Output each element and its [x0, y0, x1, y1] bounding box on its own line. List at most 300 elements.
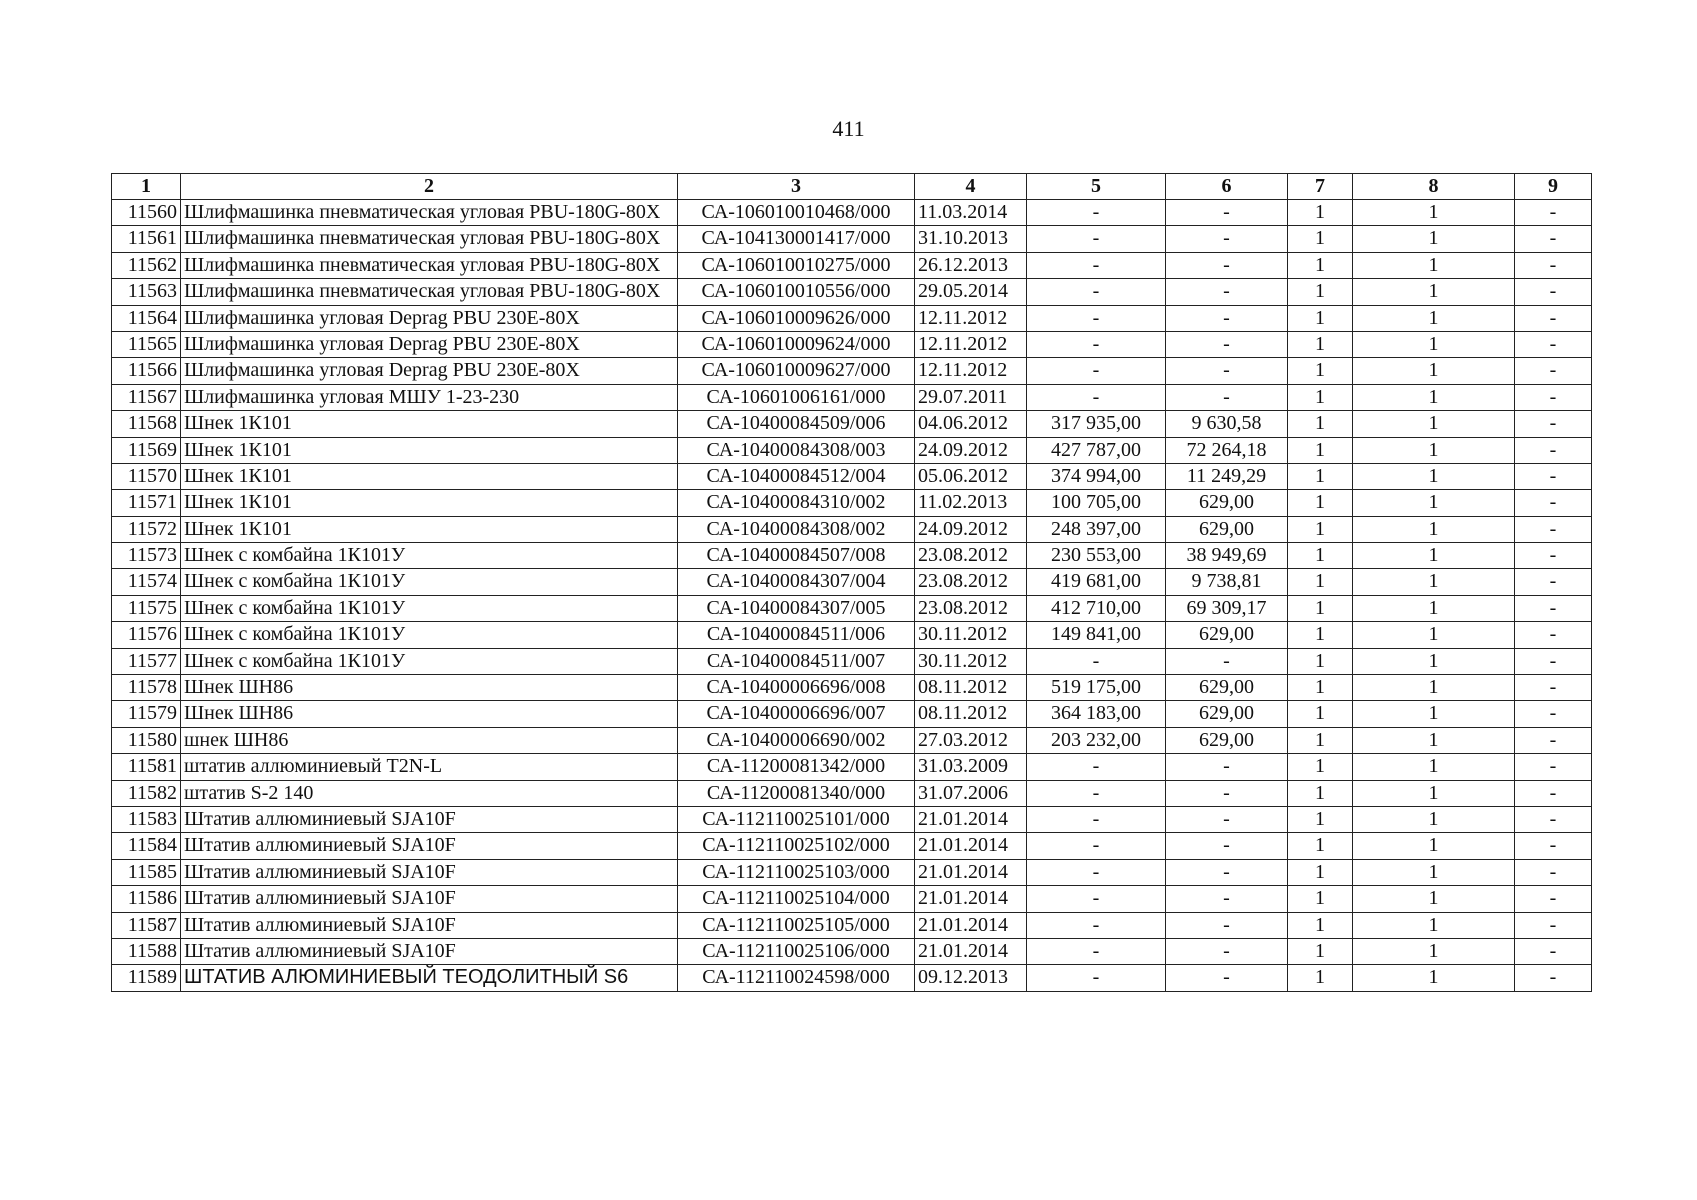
- date-cell: 30.11.2012: [915, 622, 1027, 648]
- value-col5-cell: -: [1027, 358, 1166, 384]
- value-col5-cell: -: [1027, 780, 1166, 806]
- row-number-cell: 11575: [112, 595, 181, 621]
- value-col8-cell: 1: [1353, 833, 1515, 859]
- value-col6-cell: -: [1166, 279, 1288, 305]
- value-col8-cell: 1: [1353, 965, 1515, 991]
- row-number-cell: 11573: [112, 543, 181, 569]
- table-row: [112, 595, 1592, 621]
- row-number-cell: 11567: [112, 384, 181, 410]
- item-name-cell: Шнек с комбайна 1К101У: [181, 543, 678, 569]
- value-col7-cell: 1: [1288, 384, 1353, 410]
- value-col5-cell: -: [1027, 965, 1166, 991]
- table-row: [112, 463, 1592, 489]
- table-row: [112, 569, 1592, 595]
- inventory-code-cell: СА-112110025106/000: [678, 938, 915, 964]
- asset-register-table: [111, 173, 1592, 992]
- value-col9-cell: -: [1515, 279, 1592, 305]
- table-body: [112, 200, 1592, 992]
- value-col7-cell: 1: [1288, 701, 1353, 727]
- value-col6-cell: 629,00: [1166, 516, 1288, 542]
- item-name-cell: Штатив аллюминиевый SJA10F: [181, 886, 678, 912]
- item-name-cell: Штатив аллюминиевый SJA10F: [181, 912, 678, 938]
- column-header: 7: [1288, 174, 1353, 200]
- value-col7-cell: 1: [1288, 463, 1353, 489]
- table-row: [112, 331, 1592, 357]
- value-col9-cell: -: [1515, 938, 1592, 964]
- row-number-cell: 11570: [112, 463, 181, 489]
- table-row: [112, 252, 1592, 278]
- inventory-code-cell: СА-106010010468/000: [678, 200, 915, 226]
- value-col6-cell: -: [1166, 200, 1288, 226]
- table-row: [112, 938, 1592, 964]
- value-col8-cell: 1: [1353, 411, 1515, 437]
- inventory-code-cell: СА-112110025103/000: [678, 859, 915, 885]
- value-col7-cell: 1: [1288, 331, 1353, 357]
- value-col8-cell: 1: [1353, 938, 1515, 964]
- value-col5-cell: 519 175,00: [1027, 675, 1166, 701]
- table-row: [112, 754, 1592, 780]
- date-cell: 05.06.2012: [915, 463, 1027, 489]
- table-row: [112, 859, 1592, 885]
- date-cell: 21.01.2014: [915, 833, 1027, 859]
- value-col9-cell: -: [1515, 806, 1592, 832]
- value-col9-cell: -: [1515, 675, 1592, 701]
- row-number-cell: 11578: [112, 675, 181, 701]
- table-row: [112, 358, 1592, 384]
- item-name-cell: Шлифмашинка угловая Deprag PBU 230E-80X: [181, 331, 678, 357]
- inventory-code-cell: СА-11200081340/000: [678, 780, 915, 806]
- value-col7-cell: 1: [1288, 754, 1353, 780]
- value-col8-cell: 1: [1353, 384, 1515, 410]
- table-row: [112, 622, 1592, 648]
- item-name-cell: Шлифмашинка пневматическая угловая PBU-180G-80X: [181, 279, 678, 305]
- row-number-cell: 11585: [112, 859, 181, 885]
- value-col8-cell: 1: [1353, 622, 1515, 648]
- value-col7-cell: 1: [1288, 490, 1353, 516]
- date-cell: 12.11.2012: [915, 305, 1027, 331]
- inventory-code-cell: СА-106010010275/000: [678, 252, 915, 278]
- value-col8-cell: 1: [1353, 727, 1515, 753]
- column-header: 3: [678, 174, 915, 200]
- item-name-cell: Шнек с комбайна 1К101У: [181, 648, 678, 674]
- value-col5-cell: -: [1027, 833, 1166, 859]
- value-col7-cell: 1: [1288, 411, 1353, 437]
- value-col9-cell: -: [1515, 463, 1592, 489]
- value-col8-cell: 1: [1353, 648, 1515, 674]
- column-header: 1: [112, 174, 181, 200]
- row-number-cell: 11586: [112, 886, 181, 912]
- value-col5-cell: -: [1027, 859, 1166, 885]
- table-row: [112, 965, 1592, 991]
- inventory-code-cell: СА-106010010556/000: [678, 279, 915, 305]
- value-col5-cell: -: [1027, 384, 1166, 410]
- value-col7-cell: 1: [1288, 780, 1353, 806]
- value-col5-cell: 203 232,00: [1027, 727, 1166, 753]
- value-col9-cell: -: [1515, 490, 1592, 516]
- value-col6-cell: -: [1166, 780, 1288, 806]
- value-col9-cell: -: [1515, 833, 1592, 859]
- inventory-code-cell: СА-112110024598/000: [678, 965, 915, 991]
- value-col5-cell: -: [1027, 648, 1166, 674]
- value-col6-cell: 629,00: [1166, 675, 1288, 701]
- row-number-cell: 11577: [112, 648, 181, 674]
- table-row: [112, 411, 1592, 437]
- value-col6-cell: -: [1166, 806, 1288, 832]
- date-cell: 24.09.2012: [915, 437, 1027, 463]
- date-cell: 29.05.2014: [915, 279, 1027, 305]
- item-name-cell: Шлифмашинка угловая Deprag PBU 230E-80X: [181, 358, 678, 384]
- value-col5-cell: 374 994,00: [1027, 463, 1166, 489]
- inventory-code-cell: СА-10400084509/006: [678, 411, 915, 437]
- value-col5-cell: -: [1027, 938, 1166, 964]
- item-name-cell: Шнек 1К101: [181, 516, 678, 542]
- value-col9-cell: -: [1515, 516, 1592, 542]
- value-col7-cell: 1: [1288, 965, 1353, 991]
- value-col8-cell: 1: [1353, 595, 1515, 621]
- row-number-cell: 11576: [112, 622, 181, 648]
- value-col7-cell: 1: [1288, 437, 1353, 463]
- row-number-cell: 11569: [112, 437, 181, 463]
- value-col6-cell: -: [1166, 331, 1288, 357]
- table-row: [112, 780, 1592, 806]
- value-col6-cell: -: [1166, 358, 1288, 384]
- column-header: 9: [1515, 174, 1592, 200]
- inventory-code-cell: СА-11200081342/000: [678, 754, 915, 780]
- value-col8-cell: 1: [1353, 437, 1515, 463]
- value-col6-cell: 69 309,17: [1166, 595, 1288, 621]
- value-col8-cell: 1: [1353, 200, 1515, 226]
- table-row: [112, 727, 1592, 753]
- item-name-cell: Шнек 1К101: [181, 411, 678, 437]
- date-cell: 21.01.2014: [915, 806, 1027, 832]
- item-name-cell: Шлифмашинка угловая МШУ 1-23-230: [181, 384, 678, 410]
- value-col9-cell: -: [1515, 384, 1592, 410]
- value-col5-cell: -: [1027, 279, 1166, 305]
- value-col7-cell: 1: [1288, 595, 1353, 621]
- value-col6-cell: 72 264,18: [1166, 437, 1288, 463]
- row-number-cell: 11574: [112, 569, 181, 595]
- inventory-code-cell: СА-10400084308/003: [678, 437, 915, 463]
- value-col8-cell: 1: [1353, 754, 1515, 780]
- value-col7-cell: 1: [1288, 886, 1353, 912]
- value-col8-cell: 1: [1353, 516, 1515, 542]
- value-col7-cell: 1: [1288, 648, 1353, 674]
- value-col7-cell: 1: [1288, 279, 1353, 305]
- value-col9-cell: -: [1515, 252, 1592, 278]
- value-col6-cell: 9 630,58: [1166, 411, 1288, 437]
- table-row: [112, 437, 1592, 463]
- value-col8-cell: 1: [1353, 806, 1515, 832]
- value-col9-cell: -: [1515, 886, 1592, 912]
- value-col8-cell: 1: [1353, 780, 1515, 806]
- value-col8-cell: 1: [1353, 252, 1515, 278]
- value-col5-cell: 317 935,00: [1027, 411, 1166, 437]
- item-name-cell: Штатив аллюминиевый SJA10F: [181, 938, 678, 964]
- value-col5-cell: -: [1027, 252, 1166, 278]
- value-col9-cell: -: [1515, 411, 1592, 437]
- date-cell: 31.03.2009: [915, 754, 1027, 780]
- value-col6-cell: -: [1166, 965, 1288, 991]
- date-cell: 12.11.2012: [915, 358, 1027, 384]
- column-header: 2: [181, 174, 678, 200]
- item-name-cell: Шнек с комбайна 1К101У: [181, 569, 678, 595]
- value-col7-cell: 1: [1288, 358, 1353, 384]
- value-col8-cell: 1: [1353, 331, 1515, 357]
- row-number-cell: 11568: [112, 411, 181, 437]
- value-col8-cell: 1: [1353, 226, 1515, 252]
- table-row: [112, 806, 1592, 832]
- inventory-code-cell: СА-112110025105/000: [678, 912, 915, 938]
- date-cell: 11.02.2013: [915, 490, 1027, 516]
- table-row: [112, 516, 1592, 542]
- row-number-cell: 11579: [112, 701, 181, 727]
- value-col7-cell: 1: [1288, 252, 1353, 278]
- value-col5-cell: 419 681,00: [1027, 569, 1166, 595]
- row-number-cell: 11563: [112, 279, 181, 305]
- item-name-cell: Шлифмашинка пневматическая угловая PBU-180G-80X: [181, 226, 678, 252]
- inventory-code-cell: СА-10601006161/000: [678, 384, 915, 410]
- item-name-cell: шнек ШН86: [181, 727, 678, 753]
- date-cell: 21.01.2014: [915, 912, 1027, 938]
- value-col6-cell: -: [1166, 912, 1288, 938]
- value-col8-cell: 1: [1353, 490, 1515, 516]
- value-col7-cell: 1: [1288, 305, 1353, 331]
- value-col7-cell: 1: [1288, 622, 1353, 648]
- item-name-cell: штатив аллюминиевый T2N-L: [181, 754, 678, 780]
- table-row: [112, 490, 1592, 516]
- value-col9-cell: -: [1515, 648, 1592, 674]
- value-col7-cell: 1: [1288, 516, 1353, 542]
- item-name-cell: Шнек ШН86: [181, 701, 678, 727]
- value-col7-cell: 1: [1288, 859, 1353, 885]
- date-cell: 21.01.2014: [915, 938, 1027, 964]
- value-col8-cell: 1: [1353, 675, 1515, 701]
- value-col5-cell: -: [1027, 226, 1166, 252]
- column-header: 5: [1027, 174, 1166, 200]
- value-col6-cell: 38 949,69: [1166, 543, 1288, 569]
- value-col5-cell: -: [1027, 305, 1166, 331]
- row-number-cell: 11583: [112, 806, 181, 832]
- value-col5-cell: 230 553,00: [1027, 543, 1166, 569]
- inventory-code-cell: СА-10400084512/004: [678, 463, 915, 489]
- date-cell: 23.08.2012: [915, 543, 1027, 569]
- value-col7-cell: 1: [1288, 675, 1353, 701]
- inventory-code-cell: СА-10400084307/005: [678, 595, 915, 621]
- inventory-code-cell: СА-112110025104/000: [678, 886, 915, 912]
- value-col9-cell: -: [1515, 200, 1592, 226]
- value-col6-cell: -: [1166, 833, 1288, 859]
- value-col9-cell: -: [1515, 331, 1592, 357]
- value-col5-cell: -: [1027, 886, 1166, 912]
- value-col9-cell: -: [1515, 569, 1592, 595]
- value-col6-cell: -: [1166, 252, 1288, 278]
- value-col5-cell: -: [1027, 806, 1166, 832]
- table-row: [112, 912, 1592, 938]
- value-col9-cell: -: [1515, 595, 1592, 621]
- item-name-cell: Штатив аллюминиевый SJA10F: [181, 806, 678, 832]
- value-col9-cell: -: [1515, 727, 1592, 753]
- value-col7-cell: 1: [1288, 806, 1353, 832]
- value-col5-cell: 149 841,00: [1027, 622, 1166, 648]
- value-col5-cell: 412 710,00: [1027, 595, 1166, 621]
- item-name-cell: Шлифмашинка пневматическая угловая PBU-180G-80X: [181, 200, 678, 226]
- date-cell: 12.11.2012: [915, 331, 1027, 357]
- date-cell: 24.09.2012: [915, 516, 1027, 542]
- inventory-code-cell: СА-10400084308/002: [678, 516, 915, 542]
- table-row: [112, 648, 1592, 674]
- row-number-cell: 11566: [112, 358, 181, 384]
- item-name-cell: Шнек 1К101: [181, 437, 678, 463]
- value-col5-cell: -: [1027, 754, 1166, 780]
- date-cell: 29.07.2011: [915, 384, 1027, 410]
- item-name-cell: Шнек 1К101: [181, 490, 678, 516]
- date-cell: 31.10.2013: [915, 226, 1027, 252]
- row-number-cell: 11584: [112, 833, 181, 859]
- value-col6-cell: 629,00: [1166, 622, 1288, 648]
- item-name-cell: Шнек 1К101: [181, 463, 678, 489]
- table-row: [112, 543, 1592, 569]
- inventory-code-cell: СА-10400084310/002: [678, 490, 915, 516]
- row-number-cell: 11581: [112, 754, 181, 780]
- table-row: [112, 886, 1592, 912]
- value-col8-cell: 1: [1353, 279, 1515, 305]
- value-col6-cell: 11 249,29: [1166, 463, 1288, 489]
- inventory-code-cell: СА-112110025102/000: [678, 833, 915, 859]
- date-cell: 21.01.2014: [915, 886, 1027, 912]
- value-col9-cell: -: [1515, 305, 1592, 331]
- date-cell: 30.11.2012: [915, 648, 1027, 674]
- value-col7-cell: 1: [1288, 200, 1353, 226]
- value-col6-cell: -: [1166, 226, 1288, 252]
- inventory-code-cell: СА-10400084307/004: [678, 569, 915, 595]
- page-number: 411: [832, 116, 865, 141]
- row-number-cell: 11571: [112, 490, 181, 516]
- value-col6-cell: 629,00: [1166, 490, 1288, 516]
- date-cell: 21.01.2014: [915, 859, 1027, 885]
- row-number-cell: 11588: [112, 938, 181, 964]
- value-col8-cell: 1: [1353, 305, 1515, 331]
- table-row: [112, 305, 1592, 331]
- value-col5-cell: -: [1027, 912, 1166, 938]
- value-col5-cell: 364 183,00: [1027, 701, 1166, 727]
- item-name-cell: Шнек с комбайна 1К101У: [181, 595, 678, 621]
- value-col5-cell: 427 787,00: [1027, 437, 1166, 463]
- inventory-code-cell: СА-10400084511/007: [678, 648, 915, 674]
- row-number-cell: 11564: [112, 305, 181, 331]
- value-col8-cell: 1: [1353, 701, 1515, 727]
- value-col9-cell: -: [1515, 226, 1592, 252]
- value-col9-cell: -: [1515, 965, 1592, 991]
- date-cell: 26.12.2013: [915, 252, 1027, 278]
- value-col7-cell: 1: [1288, 727, 1353, 753]
- inventory-code-cell: СА-10400006696/008: [678, 675, 915, 701]
- value-col8-cell: 1: [1353, 463, 1515, 489]
- value-col8-cell: 1: [1353, 543, 1515, 569]
- table-row: [112, 675, 1592, 701]
- value-col9-cell: -: [1515, 701, 1592, 727]
- value-col6-cell: 9 738,81: [1166, 569, 1288, 595]
- table-row: [112, 226, 1592, 252]
- value-col6-cell: 629,00: [1166, 701, 1288, 727]
- value-col6-cell: -: [1166, 938, 1288, 964]
- date-cell: 31.07.2006: [915, 780, 1027, 806]
- row-number-cell: 11587: [112, 912, 181, 938]
- inventory-code-cell: СА-106010009624/000: [678, 331, 915, 357]
- date-cell: 04.06.2012: [915, 411, 1027, 437]
- inventory-code-cell: СА-106010009627/000: [678, 358, 915, 384]
- item-name-cell: Шлифмашинка пневматическая угловая PBU-180G-80X: [181, 252, 678, 278]
- table-row: [112, 384, 1592, 410]
- value-col5-cell: 100 705,00: [1027, 490, 1166, 516]
- value-col7-cell: 1: [1288, 938, 1353, 964]
- row-number-cell: 11582: [112, 780, 181, 806]
- table-row: [112, 701, 1592, 727]
- value-col9-cell: -: [1515, 780, 1592, 806]
- table-row: [112, 200, 1592, 226]
- date-cell: 11.03.2014: [915, 200, 1027, 226]
- value-col9-cell: -: [1515, 754, 1592, 780]
- date-cell: 27.03.2012: [915, 727, 1027, 753]
- row-number-cell: 11572: [112, 516, 181, 542]
- value-col6-cell: -: [1166, 859, 1288, 885]
- value-col6-cell: -: [1166, 886, 1288, 912]
- row-number-cell: 11565: [112, 331, 181, 357]
- item-name-cell: Штатив аллюминиевый SJA10F: [181, 833, 678, 859]
- value-col8-cell: 1: [1353, 358, 1515, 384]
- value-col9-cell: -: [1515, 912, 1592, 938]
- item-name-cell: ШТАТИВ АЛЮМИНИЕВЫЙ ТЕОДОЛИТНЫЙ S6: [181, 965, 678, 991]
- value-col9-cell: -: [1515, 358, 1592, 384]
- inventory-code-cell: СА-112110025101/000: [678, 806, 915, 832]
- value-col8-cell: 1: [1353, 912, 1515, 938]
- column-header: 8: [1353, 174, 1515, 200]
- row-number-cell: 11562: [112, 252, 181, 278]
- row-number-cell: 11561: [112, 226, 181, 252]
- value-col9-cell: -: [1515, 543, 1592, 569]
- item-name-cell: Шнек с комбайна 1К101У: [181, 622, 678, 648]
- value-col7-cell: 1: [1288, 543, 1353, 569]
- table-row: [112, 279, 1592, 305]
- date-cell: 23.08.2012: [915, 595, 1027, 621]
- value-col7-cell: 1: [1288, 912, 1353, 938]
- value-col7-cell: 1: [1288, 569, 1353, 595]
- inventory-code-cell: СА-10400006696/007: [678, 701, 915, 727]
- value-col5-cell: -: [1027, 331, 1166, 357]
- item-name-cell: штатив S-2 140: [181, 780, 678, 806]
- value-col6-cell: -: [1166, 648, 1288, 674]
- inventory-code-cell: СА-106010009626/000: [678, 305, 915, 331]
- inventory-code-cell: СА-104130001417/000: [678, 226, 915, 252]
- header-row: [112, 174, 1592, 200]
- date-cell: 08.11.2012: [915, 675, 1027, 701]
- value-col6-cell: -: [1166, 305, 1288, 331]
- value-col6-cell: 629,00: [1166, 727, 1288, 753]
- inventory-code-cell: СА-10400084507/008: [678, 543, 915, 569]
- value-col9-cell: -: [1515, 859, 1592, 885]
- date-cell: 09.12.2013: [915, 965, 1027, 991]
- column-header: 4: [915, 174, 1027, 200]
- value-col6-cell: -: [1166, 384, 1288, 410]
- value-col5-cell: -: [1027, 200, 1166, 226]
- value-col8-cell: 1: [1353, 886, 1515, 912]
- value-col7-cell: 1: [1288, 226, 1353, 252]
- value-col9-cell: -: [1515, 437, 1592, 463]
- row-number-cell: 11589: [112, 965, 181, 991]
- table-row: [112, 833, 1592, 859]
- value-col6-cell: -: [1166, 754, 1288, 780]
- row-number-cell: 11560: [112, 200, 181, 226]
- value-col8-cell: 1: [1353, 569, 1515, 595]
